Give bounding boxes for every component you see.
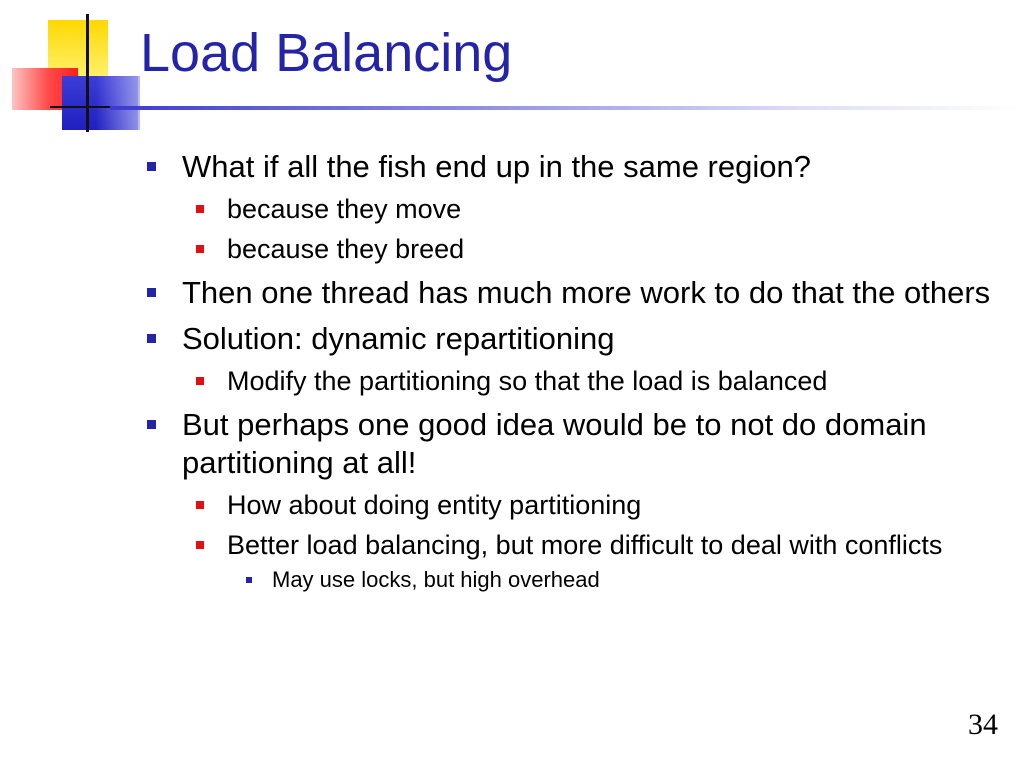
title-underline [110,106,1024,110]
sub-bullet-text: How about doing entity partitioning [227,490,642,520]
sub-bullet-text: Better load balancing, but more difficult to deal with conflicts [227,530,943,560]
square-bullet-icon [147,162,156,171]
slide-logo [0,0,140,140]
square-bullet-icon [147,334,156,343]
logo-vertical-line [86,14,89,132]
bullet-text: But perhaps one good idea would be to not do domain partitioning at all! [182,407,927,480]
sub-sub-bullet-item [144,566,1014,594]
sub-bullet-text: because they breed [227,234,465,264]
bullet-item [144,274,1014,312]
square-bullet-icon [246,577,252,583]
sub-bullet-item [144,528,1014,562]
square-bullet-icon [196,377,204,385]
square-bullet-icon [147,288,156,297]
bullet-text: Solution: dynamic repartitioning [182,321,615,356]
sub-sub-bullet-text: May use locks, but high overhead [272,567,600,592]
bullet-item [144,406,1014,482]
sub-bullet-item [144,232,1014,266]
square-bullet-icon [196,541,204,549]
bullet-item [144,320,1014,358]
square-bullet-icon [147,420,156,429]
bullet-text: What if all the fish end up in the same region? [182,149,811,184]
square-bullet-icon [196,501,204,509]
sub-bullet-text: Modify the partitioning so that the load is balanced [227,366,828,396]
bullet-list [144,140,1014,594]
sub-bullet-text: because they move [227,194,462,224]
sub-bullet-item [144,488,1014,522]
bullet-text: Then one thread has much more work to do that the others [182,275,991,310]
bullet-item [144,148,1014,186]
slide-title: Load Balancing [140,23,513,83]
sub-bullet-item [144,364,1014,398]
sub-bullet-item [144,192,1014,226]
square-bullet-icon [196,205,204,213]
square-bullet-icon [196,245,204,253]
page-number: 34 [968,708,998,741]
logo-blue-fade [96,76,140,130]
